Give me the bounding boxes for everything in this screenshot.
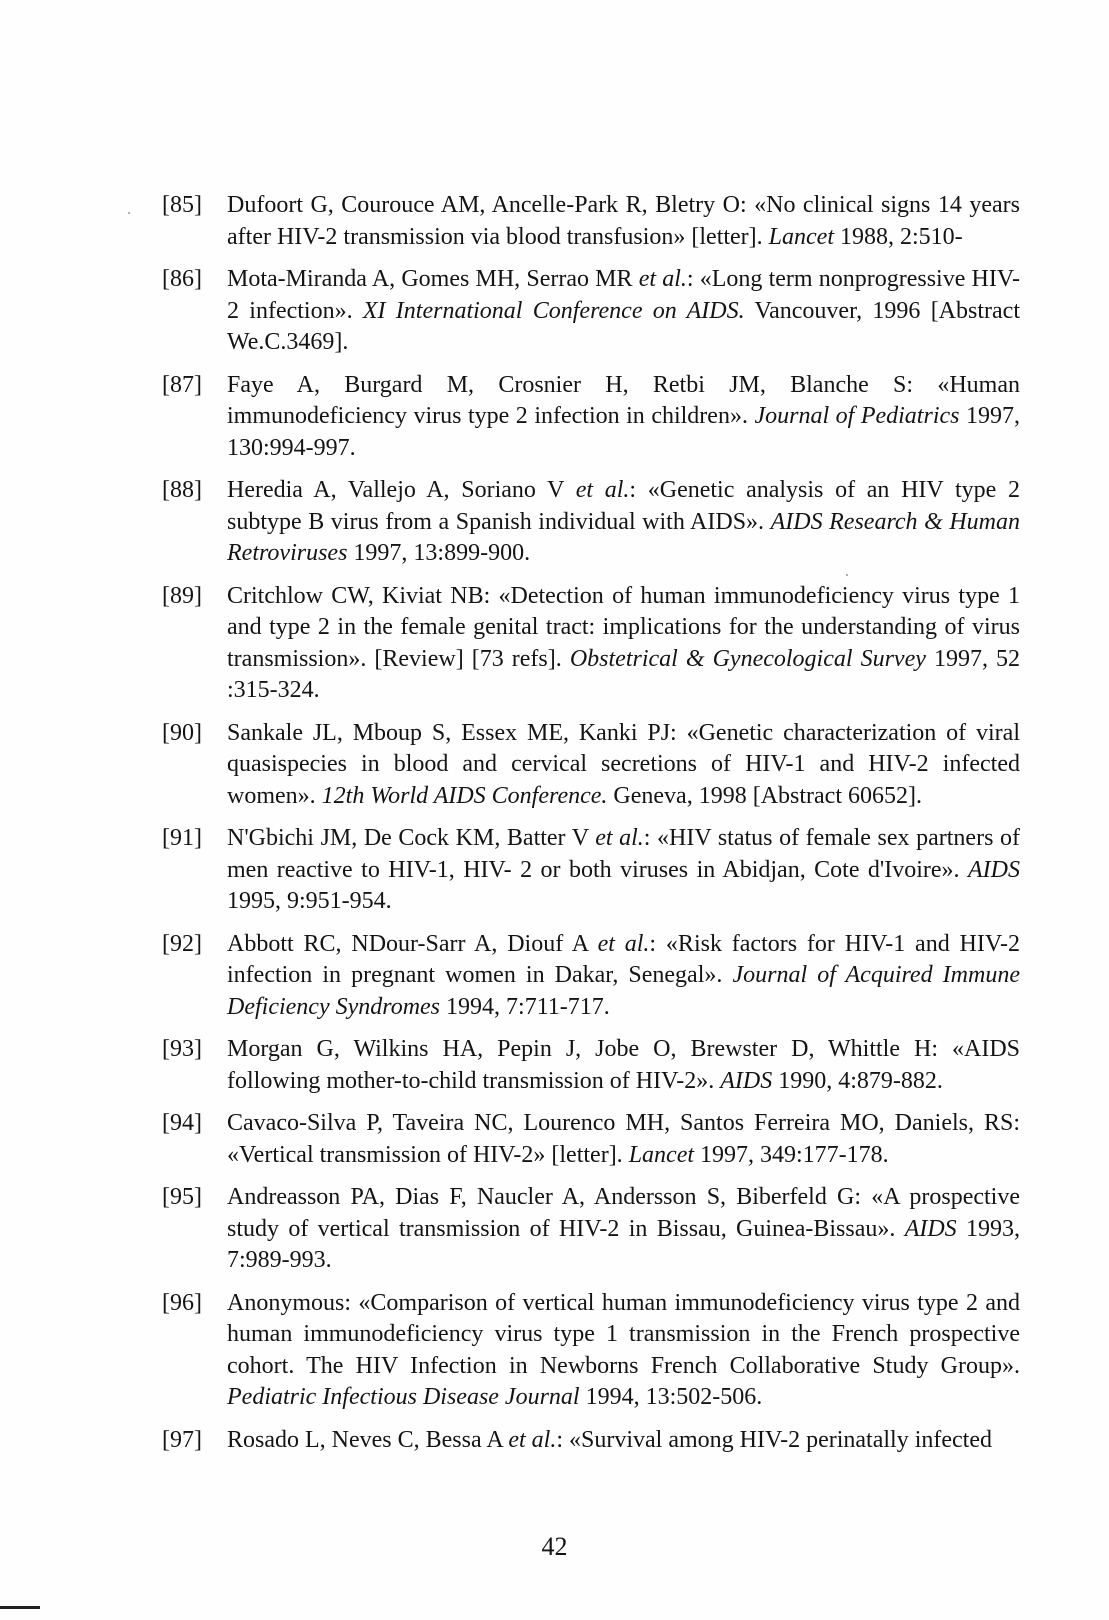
reference-text: [227, 720, 1020, 809]
reference-italic-segment: AIDS: [720, 1067, 773, 1094]
reference-italic-segment: AIDS Research & Human Retroviruses: [227, 508, 1020, 566]
reference-segment: N'Gbichi JM, De Cock KM, Batter V: [227, 825, 596, 851]
reference-italic-segment: et al.: [508, 1426, 557, 1453]
reference-segment: 1990, 4:879-882.: [772, 1067, 943, 1094]
reference-text: [227, 372, 1020, 461]
reference-segment: 1993, 7:989-993.: [227, 1215, 1021, 1273]
scan-speck: [128, 212, 130, 214]
reference-segment: Rosado L, Neves C, Bessa A: [227, 1426, 509, 1453]
reference-item: [162, 190, 1020, 253]
reference-list: [162, 190, 1020, 1467]
reference-number: [92]: [162, 930, 202, 957]
reference-number: [91]: [162, 825, 202, 851]
reference-italic-segment: Pediatric Infectious Disease Journal: [227, 1384, 580, 1410]
reference-text: [227, 1184, 1020, 1273]
reference-segment: Dufoort G, Courouce AM, Ancelle-Park R, Bletry O: «No clinical signs 14 years after HIV-2 transmission via blood transfusion» [letter].: [227, 192, 1020, 250]
reference-number: [89]: [162, 582, 202, 609]
reference-segment: 1997, 52 :315-324.: [227, 645, 1021, 703]
reference-number: [86]: [162, 266, 202, 292]
reference-item: [162, 1425, 1020, 1457]
reference-italic-segment: Lancet: [628, 1141, 695, 1168]
reference-segment: Critchlow CW, Kiviat NB: «Detection of human immunodeficiency virus type 1 and type 2 in the female genital tract: implications for the understanding of virus transmission». [Review] [73 refs].: [227, 582, 1020, 672]
reference-segment: 1994, 7:711-717.: [440, 993, 610, 1020]
reference-segment: 1997, 130:994-997.: [227, 403, 1020, 461]
reference-text: [227, 192, 1020, 250]
reference-text: [227, 583, 1020, 704]
reference-italic-segment: AIDS: [968, 856, 1020, 883]
reference-text: [227, 931, 1020, 1020]
reference-item: [162, 1034, 1020, 1097]
reference-italic-segment: Obstetrical & Gynecological Survey: [569, 645, 926, 672]
reference-segment: Morgan G, Wilkins HA, Pepin J, Jobe O, Brewster D, Whittle H: «AIDS following mother-to-child transmission of HIV-2».: [227, 1036, 1020, 1094]
reference-text: [227, 1427, 992, 1453]
reference-segment: 1995, 9:951-954.: [227, 888, 392, 914]
reference-segment: Vancouver, 1996 [Abstract We.C.3469].: [227, 297, 1020, 355]
reference-segment: Geneva, 1998 [Abstract 60652].: [607, 782, 922, 809]
reference-segment: Sankale JL, Mboup S, Essex ME, Kanki PJ: «Genetic characterization of viral quasispecies in blood and cervical secretions of HIV-1 and HIV-2 infected women».: [227, 719, 1020, 809]
reference-number: [96]: [162, 1289, 202, 1316]
reference-italic-segment: XI International Conference on AIDS.: [362, 297, 745, 324]
reference-segment: : «HIV status of female sex partners of men reactive to HIV-1, HIV- 2 or both viruses in Abidjan, Cote d'Ivoire».: [227, 825, 1020, 883]
reference-italic-segment: Journal of Pediatrics: [754, 403, 960, 429]
reference-segment: 1988, 2:510-: [834, 223, 963, 250]
reference-segment: : «Genetic analysis of an HIV type 2 subtype B virus from a Spanish individual with AIDS».: [227, 477, 1020, 535]
reference-italic-segment: AIDS: [904, 1215, 957, 1242]
reference-number: [94]: [162, 1110, 202, 1136]
reference-text: [227, 1110, 1020, 1168]
page-number: 42: [541, 1532, 568, 1561]
reference-segment: Faye A, Burgard M, Crosnier H, Retbi JM, Blanche S: «Human immunodeficiency virus type 2 infection in children».: [227, 371, 1020, 429]
reference-item: [162, 581, 1020, 707]
reference-italic-segment: et al.: [595, 825, 644, 851]
reference-item: [162, 1288, 1020, 1414]
reference-segment: : «Risk factors for HIV-1 and HIV-2 infection in pregnant women in Dakar, Senegal».: [227, 930, 1020, 988]
reference-number: [88]: [162, 477, 202, 503]
reference-item: [162, 264, 1020, 359]
reference-text: [227, 477, 1020, 566]
reference-number: [90]: [162, 719, 202, 746]
reference-segment: 1997, 13:899-900.: [347, 540, 531, 566]
reference-text: [227, 1290, 1020, 1411]
reference-item: [162, 718, 1020, 813]
reference-segment: Abbott RC, NDour-Sarr A, Diouf A: [227, 930, 598, 957]
reference-item: [162, 1108, 1020, 1171]
reference-segment: Heredia A, Vallejo A, Soriano V: [227, 477, 576, 503]
reference-item: [162, 929, 1020, 1024]
reference-text: [227, 825, 1020, 914]
reference-segment: Anonymous: «Comparison of vertical human immunodeficiency virus type 2 and human immunodeficiency virus type 1 transmission in the French prospective cohort. The HIV Infection in Newborns French Collaborative Study Group».: [227, 1289, 1020, 1379]
reference-italic-segment: Lancet: [768, 223, 834, 250]
reference-segment: Cavaco-Silva P, Taveira NC, Lourenco MH, Santos Ferreira MO, Daniels, RS: «Vertical transmission of HIV-2» [letter].: [227, 1110, 1020, 1168]
reference-text: [227, 266, 1020, 355]
reference-italic-segment: 12th World AIDS Conference.: [321, 782, 608, 809]
reference-italic-segment: Journal of Acquired Immune Deficiency Syndromes: [227, 962, 1020, 1020]
reference-segment: : «Survival among HIV-2 perinatally infected: [556, 1426, 992, 1453]
reference-italic-segment: et al.: [575, 477, 630, 503]
reference-item: [162, 475, 1020, 570]
scan-edge-mark: [0, 1606, 40, 1609]
reference-segment: Andreasson PA, Dias F, Naucler A, Andersson S, Biberfeld G: «A prospective study of vertical transmission of HIV-2 in Bissau, Guinea-Bissau».: [227, 1184, 1020, 1242]
reference-italic-segment: et al.: [597, 930, 650, 957]
reference-item: [162, 823, 1020, 918]
reference-text: [227, 1036, 1020, 1094]
reference-number: [95]: [162, 1184, 202, 1210]
reference-number: [93]: [162, 1036, 202, 1062]
reference-number: [87]: [162, 371, 202, 398]
reference-segment: : «Long term nonprogressive HIV-2 infection».: [227, 266, 1020, 324]
reference-segment: 1994, 13:502-506.: [579, 1384, 763, 1410]
reference-number: [85]: [162, 192, 202, 218]
reference-item: [162, 1182, 1020, 1277]
reference-number: [97]: [162, 1426, 202, 1453]
reference-segment: Mota-Miranda A, Gomes MH, Serrao MR: [227, 266, 639, 292]
reference-item: [162, 370, 1020, 465]
reference-italic-segment: et al.: [638, 266, 687, 292]
reference-segment: 1997, 349:177-178.: [694, 1141, 889, 1168]
